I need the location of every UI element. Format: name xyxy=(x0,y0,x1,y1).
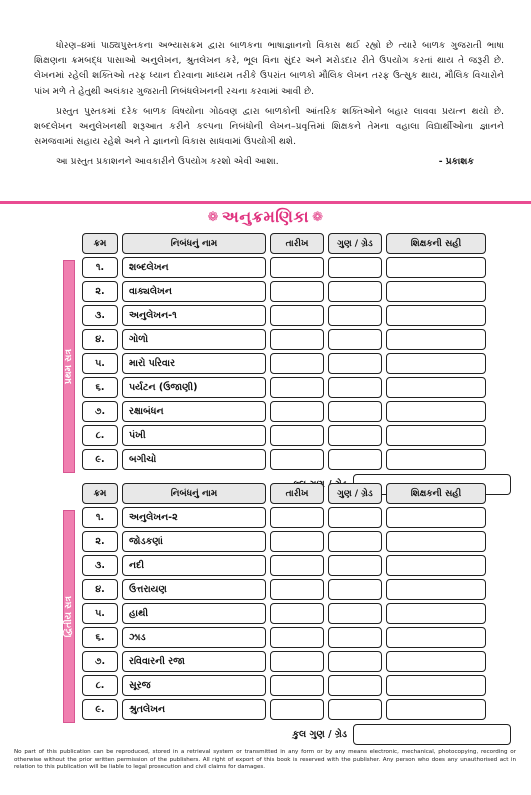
sign-field[interactable] xyxy=(386,257,486,278)
date-field[interactable] xyxy=(270,257,324,278)
date-field[interactable] xyxy=(270,377,324,398)
table-header xyxy=(82,233,511,254)
grade-field[interactable] xyxy=(328,305,382,326)
sign-field[interactable] xyxy=(386,401,486,422)
date-field[interactable] xyxy=(270,353,324,374)
grade-field[interactable] xyxy=(328,507,382,528)
semester-side-label: દ્વિતીય સત્ર xyxy=(63,510,75,723)
preface-paragraph-1: ધોરણ–૪માં પાઠ્યપુસ્તકના અભ્યાસક્રમ દ્વારા બાળકના ભાષાજ્ઞાનનો વિકાસ થઈ રહ્યો છે ત્યારે બાળક ગુજરાતી ભાષા શિક્ષણના ક્રમબદ્ધ પાસાઓ અનુલેખન, શ્રુતલેખન કરે, ભૂલ વિના સુંદર અને મરોડદાર રીતે ઉપયોગ કરતાં થાય તે જરૂરી છે. લેખનમાં રહેલી શક્તિઓ તરફ ધ્યાન દોરવાના માધ્યમ તરીકે ઉપરાંત બાળકો મૌલિક લેખન તરફ ઉત્સુક થાય, મૌલિક વિચારોને પાંખ મળે તે હેતુથી અલંકાર ગુજરાતી નિબંધલેખનની રચના કરવામાં આવી છે. xyxy=(34,40,504,97)
grade-field[interactable] xyxy=(328,531,382,552)
index-title: ❁ અનુક્રમણિકા ❁ xyxy=(207,207,324,226)
date-field[interactable] xyxy=(270,555,324,576)
sign-field[interactable] xyxy=(386,627,486,648)
col-header-sign: શિક્ષકની સહી xyxy=(386,483,486,504)
sign-field[interactable] xyxy=(386,377,486,398)
col-header-date: તારીખ xyxy=(270,233,324,254)
col-header-grade: ગુણ / ગ્રેડ xyxy=(328,233,382,254)
date-field[interactable] xyxy=(270,329,324,350)
table-row: ૭. રક્ષાબંધન xyxy=(82,401,511,422)
sign-field[interactable] xyxy=(386,507,486,528)
publisher-signature: - પ્રકાશક xyxy=(438,156,474,168)
sign-field[interactable] xyxy=(386,699,486,720)
table-row: ૪. ઉત્તરાયણ xyxy=(82,579,511,600)
date-field[interactable] xyxy=(270,281,324,302)
grade-field[interactable] xyxy=(328,425,382,446)
table-row: ૩. અનુલેખન-૧ xyxy=(82,305,511,326)
sign-field[interactable] xyxy=(386,305,486,326)
total-field[interactable] xyxy=(353,724,511,745)
col-header-grade: ગુણ / ગ્રેડ xyxy=(328,483,382,504)
sign-field[interactable] xyxy=(386,675,486,696)
date-field[interactable] xyxy=(270,401,324,422)
sign-field[interactable] xyxy=(386,531,486,552)
total-label: કુલ ગુણ / ગ્રેડ xyxy=(292,729,347,740)
table-header xyxy=(82,483,511,504)
date-field[interactable] xyxy=(270,675,324,696)
date-field[interactable] xyxy=(270,603,324,624)
table-row: ૨. જોડકણાં xyxy=(82,531,511,552)
date-field[interactable] xyxy=(270,579,324,600)
table-row: ૨. વાક્યલેખન xyxy=(82,281,511,302)
date-field[interactable] xyxy=(270,699,324,720)
date-field[interactable] xyxy=(270,627,324,648)
preface-paragraph-2: પ્રસ્તુત પુસ્તકમાં દરેક બાળક વિષયોના ગોઠવણ દ્વારા બાળકોની આંતરિક શક્તિઓને બહાર લાવવા પ્રયત્ન થયો છે. શબ્દલેખન અનુલેખનથી શરૂઆત કરીને કલ્પના નિબંધોની લેખન–પ્રવૃત્તિમાં શિક્ષકને તેમના વહાલા વિદ્યાર્થીઓના જ્ઞાનને સમજવામાં સહાય રહેશે અને તે જ્ઞાનનો વિકાસ સાધવામાં ઉપયોગી થશે. xyxy=(34,105,504,148)
sign-field[interactable] xyxy=(386,329,486,350)
total-row xyxy=(71,724,511,745)
grade-field[interactable] xyxy=(328,257,382,278)
col-header-no: ક્રમ xyxy=(82,483,118,504)
sign-field[interactable] xyxy=(386,555,486,576)
sign-field[interactable] xyxy=(386,603,486,624)
table-row: ૬. ઝાડ xyxy=(82,627,511,648)
sign-field[interactable] xyxy=(386,651,486,672)
table-row: ૯. શ્રુતલેખન xyxy=(82,699,511,720)
table-row: ૫. હાથી xyxy=(82,603,511,624)
date-field[interactable] xyxy=(270,449,324,470)
date-field[interactable] xyxy=(270,507,324,528)
col-header-date: તારીખ xyxy=(270,483,324,504)
table-rows xyxy=(64,257,511,470)
grade-field[interactable] xyxy=(328,579,382,600)
col-header-sign: શિક્ષકની સહી xyxy=(386,233,486,254)
sign-field[interactable] xyxy=(386,281,486,302)
grade-field[interactable] xyxy=(328,401,382,422)
preface-paragraph-3: આ પ્રસ્તુત પ્રકાશનને આવકારીને ઉપયોગ કરશો એવી આશા. xyxy=(56,156,279,168)
table-row: ૭. રવિવારની રજા xyxy=(82,651,511,672)
flower-bullet-icon: ❁ xyxy=(207,210,219,225)
index-section-1 xyxy=(64,233,511,495)
grade-field[interactable] xyxy=(328,651,382,672)
grade-field[interactable] xyxy=(328,329,382,350)
date-field[interactable] xyxy=(270,651,324,672)
table-row: ૯. બગીચો xyxy=(82,449,511,470)
sign-field[interactable] xyxy=(386,579,486,600)
semester-side-label: પ્રથમ સત્ર xyxy=(63,260,75,473)
grade-field[interactable] xyxy=(328,603,382,624)
sign-field[interactable] xyxy=(386,353,486,374)
sign-field[interactable] xyxy=(386,449,486,470)
table-row: ૩. નદી xyxy=(82,555,511,576)
grade-field[interactable] xyxy=(328,449,382,470)
table-row: ૮. સૂરજ xyxy=(82,675,511,696)
table-row: ૫. મારો પરિવાર xyxy=(82,353,511,374)
table-row: ૧. શબ્દલેખન xyxy=(82,257,511,278)
grade-field[interactable] xyxy=(328,699,382,720)
divider-line xyxy=(0,201,531,204)
grade-field[interactable] xyxy=(328,377,382,398)
date-field[interactable] xyxy=(270,425,324,446)
copyright-notice: No part of this publication can be reproduced, stored in a retrieval system or transmitted in any form or by any means electronic, mechanical, photocopying, recording or otherwise without the prior written permission of the publishers. All right of export of this book is reserved with the publisher. Any person who does any unauthorised act in relation to this publication will be liable to legal prosecution and civil claims for damages. xyxy=(14,749,516,771)
index-section-2 xyxy=(64,483,511,745)
sign-field[interactable] xyxy=(386,425,486,446)
col-header-name: નિબંધનું નામ xyxy=(122,483,266,504)
preface xyxy=(34,38,504,175)
grade-field[interactable] xyxy=(328,353,382,374)
index-title-wrap xyxy=(0,207,531,227)
date-field[interactable] xyxy=(270,305,324,326)
table-row: ૪. ગોળો xyxy=(82,329,511,350)
table-row: ૬. પર્યટન (ઉજાણી) xyxy=(82,377,511,398)
col-header-no: ક્રમ xyxy=(82,233,118,254)
table-row: ૮. પંખી xyxy=(82,425,511,446)
table-rows xyxy=(64,507,511,720)
grade-field[interactable] xyxy=(328,281,382,302)
table-row: ૧. અનુલેખન-૨ xyxy=(82,507,511,528)
col-header-name: નિબંધનું નામ xyxy=(122,233,266,254)
date-field[interactable] xyxy=(270,531,324,552)
flower-bullet-icon: ❁ xyxy=(312,210,324,225)
grade-field[interactable] xyxy=(328,675,382,696)
grade-field[interactable] xyxy=(328,627,382,648)
grade-field[interactable] xyxy=(328,555,382,576)
preface-closing xyxy=(34,154,504,169)
